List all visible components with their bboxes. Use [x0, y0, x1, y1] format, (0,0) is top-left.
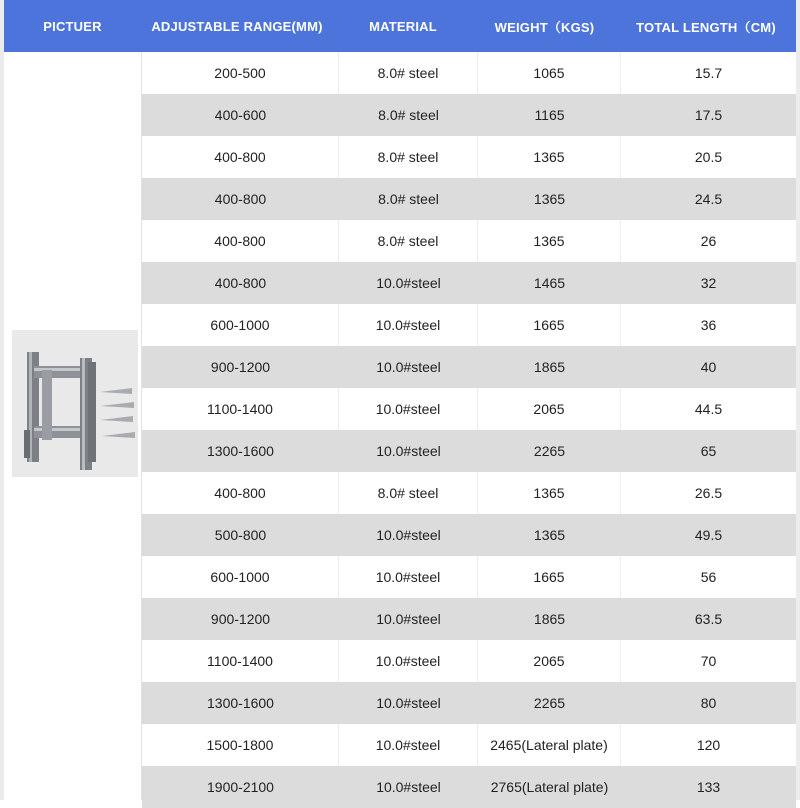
- cell-total-length: 36: [700, 317, 717, 333]
- cell-weight: 2265: [533, 695, 566, 711]
- picture-column: [4, 52, 142, 800]
- table-row: [142, 94, 796, 136]
- clamp-illustration: [12, 330, 138, 477]
- cell-weight: 2265: [533, 443, 566, 459]
- cell-weight: 1865: [533, 359, 566, 375]
- table-row: [142, 514, 796, 556]
- cell-total-length: 32: [700, 275, 717, 291]
- header-total-length: TOTAL LENGTH（CM): [636, 19, 776, 35]
- cell-weight: 1365: [478, 136, 621, 178]
- table-row: [142, 52, 796, 94]
- cell-material: 10.0#steel: [376, 443, 441, 459]
- cell-weight: 1665: [478, 556, 621, 598]
- cell-adjustable-range: 1500-1800: [142, 724, 339, 766]
- cell-weight: 2465(Lateral plate): [478, 724, 621, 766]
- table-row: [142, 304, 796, 346]
- table-row: [142, 136, 796, 178]
- cell-adjustable-range: 400-800: [142, 136, 339, 178]
- table-row: [142, 346, 796, 388]
- cell-weight: 1365: [533, 527, 566, 543]
- cell-adjustable-range: 1100-1400: [142, 640, 339, 682]
- cell-total-length: 40: [700, 359, 717, 375]
- cell-material: 8.0# steel: [339, 472, 478, 514]
- cell-material: 10.0#steel: [376, 611, 441, 627]
- cell-weight: 2065: [478, 640, 621, 682]
- table-row: [142, 388, 796, 430]
- cell-total-length: 26: [700, 233, 717, 249]
- cell-adjustable-range: 200-500: [142, 52, 339, 94]
- cell-adjustable-range: 400-800: [142, 472, 339, 514]
- cell-adjustable-range: 600-1000: [142, 304, 339, 346]
- cell-total-length: 20.5: [694, 149, 723, 165]
- table-row: [142, 472, 796, 514]
- cell-adjustable-range: 400-800: [214, 191, 267, 207]
- cell-material: 8.0# steel: [339, 220, 478, 262]
- header-weight: WEIGHT（KGS): [494, 19, 595, 35]
- cell-total-length: 26.5: [694, 485, 723, 501]
- cell-weight: 1365: [478, 220, 621, 262]
- cell-weight: 1465: [533, 275, 566, 291]
- cell-total-length: 80: [700, 695, 717, 711]
- cell-adjustable-range: 600-1000: [142, 556, 339, 598]
- cell-material: 10.0#steel: [339, 556, 478, 598]
- cell-total-length: 65: [700, 443, 717, 459]
- cell-material: 10.0#steel: [339, 388, 478, 430]
- table-row: [142, 682, 796, 724]
- cell-weight: 1365: [478, 472, 621, 514]
- cell-weight: 1665: [478, 304, 621, 346]
- table-row: [142, 640, 796, 682]
- header-adjustable-range: ADJUSTABLE RANGE(MM): [151, 18, 323, 34]
- cell-weight: 2065: [478, 388, 621, 430]
- cell-material: 8.0# steel: [378, 107, 439, 123]
- cell-adjustable-range: 400-800: [142, 220, 339, 262]
- table-row: [142, 766, 796, 808]
- cell-weight: 2765(Lateral plate): [490, 779, 609, 795]
- cell-material: 8.0# steel: [339, 52, 478, 94]
- table-row: [142, 220, 796, 262]
- header-picture: PICTUER: [43, 18, 102, 34]
- cell-weight: 1865: [533, 611, 566, 627]
- cell-total-length: 120: [696, 737, 721, 753]
- cell-material: 10.0#steel: [376, 779, 441, 795]
- cell-weight: 1165: [534, 107, 565, 123]
- cell-adjustable-range: 900-1200: [210, 359, 271, 375]
- table-header: [4, 0, 796, 52]
- cell-material: 10.0#steel: [376, 359, 441, 375]
- cell-adjustable-range: 1300-1600: [207, 443, 274, 459]
- cell-total-length: 63.5: [694, 611, 723, 627]
- table-row: [142, 430, 796, 472]
- cell-total-length: 15.7: [694, 65, 723, 81]
- cell-total-length: 17.5: [694, 107, 723, 123]
- cell-material: 10.0#steel: [376, 695, 441, 711]
- table-row: [142, 178, 796, 220]
- cell-material: 8.0# steel: [378, 191, 439, 207]
- cell-total-length: 133: [696, 779, 721, 795]
- cell-weight: 1365: [533, 191, 566, 207]
- cell-material: 10.0#steel: [339, 304, 478, 346]
- cell-adjustable-range: 1900-2100: [207, 779, 274, 795]
- cell-adjustable-range: 1100-1400: [142, 388, 339, 430]
- cell-total-length: 24.5: [694, 191, 723, 207]
- table-row: [142, 598, 796, 640]
- table-body: [142, 52, 796, 808]
- cell-material: 10.0#steel: [376, 527, 441, 543]
- cell-adjustable-range: 500-800: [214, 527, 267, 543]
- product-image: [12, 330, 138, 477]
- cell-total-length: 56: [700, 569, 717, 585]
- cell-material: 10.0#steel: [376, 275, 441, 291]
- cell-total-length: 44.5: [694, 401, 723, 417]
- cell-material: 8.0# steel: [339, 136, 478, 178]
- cell-material: 10.0#steel: [339, 640, 478, 682]
- header-material: MATERIAL: [369, 18, 437, 34]
- cell-weight: 1065: [478, 52, 621, 94]
- cell-total-length: 49.5: [694, 527, 723, 543]
- table-row: [142, 262, 796, 304]
- cell-material: 10.0#steel: [339, 724, 478, 766]
- cell-adjustable-range: 400-800: [214, 275, 267, 291]
- cell-adjustable-range: 900-1200: [210, 611, 271, 627]
- cell-adjustable-range: 400-600: [214, 107, 267, 123]
- table-row: [142, 556, 796, 598]
- cell-total-length: 70: [700, 653, 717, 669]
- cell-adjustable-range: 1300-1600: [207, 695, 274, 711]
- table-row: [142, 724, 796, 766]
